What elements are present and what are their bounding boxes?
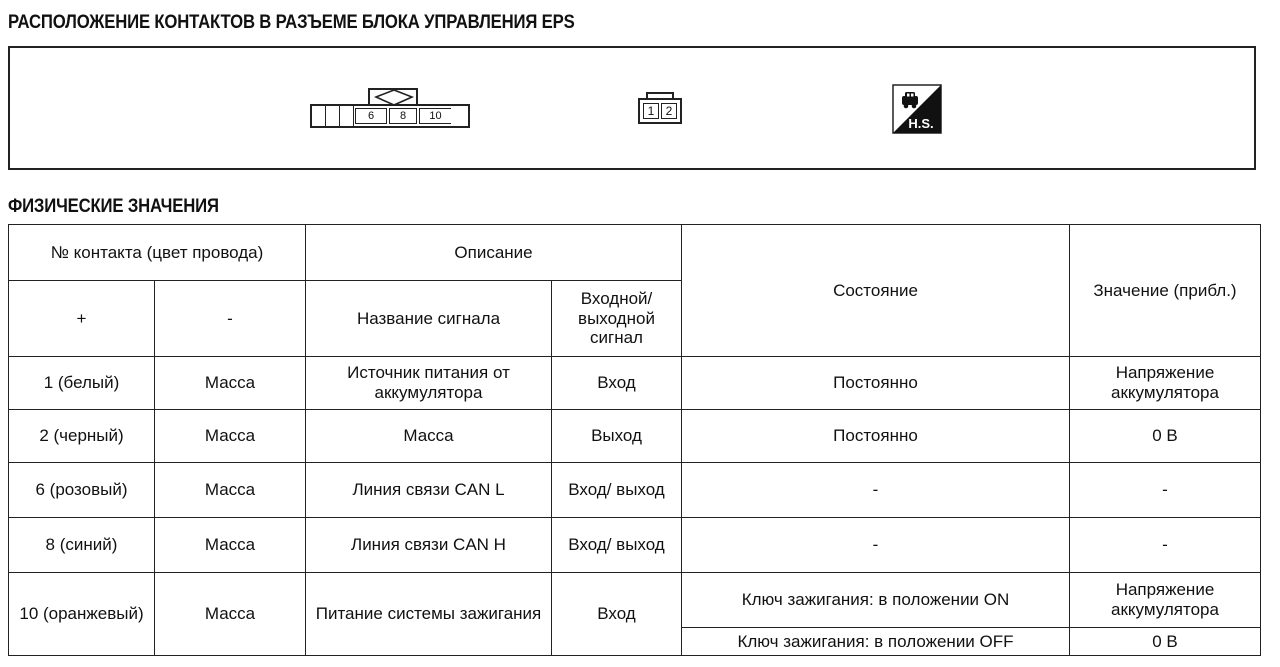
cell-minus: Масса xyxy=(155,573,306,656)
pin-cell-10: 10 xyxy=(419,108,451,124)
cell-plus: 8 (синий) xyxy=(9,518,155,573)
cell-value-on: Напряжение аккумулятора xyxy=(1070,573,1261,628)
cell-plus: 1 (белый) xyxy=(9,357,155,410)
cell-minus: Масса xyxy=(155,518,306,573)
header-plus: + xyxy=(9,281,155,357)
pin-cell-6: 6 xyxy=(355,108,387,124)
table-row xyxy=(9,573,1261,628)
page-title: РАСПОЛОЖЕНИЕ КОНТАКТОВ В РАЗЪЕМЕ БЛОКА УПРАВЛЕНИЯ EPS xyxy=(8,12,575,33)
header-signal-name: Название сигнала xyxy=(306,281,552,357)
cell-condition: Постоянно xyxy=(682,410,1070,463)
cell-io: Вход xyxy=(552,573,682,656)
table-row xyxy=(9,357,1261,410)
cell-io: Вход/ выход xyxy=(552,463,682,518)
header-minus: - xyxy=(155,281,306,357)
cell-minus: Масса xyxy=(155,410,306,463)
cell-signal-name: Питание системы зажигания xyxy=(306,573,552,656)
harness-side-icon xyxy=(892,84,942,134)
cell-value: - xyxy=(1070,463,1261,518)
header-condition: Состояние xyxy=(682,225,1070,357)
header-contact: № контакта (цвет провода) xyxy=(9,225,306,281)
cell-condition: Постоянно xyxy=(682,357,1070,410)
cell-plus: 6 (розовый) xyxy=(9,463,155,518)
table-row xyxy=(9,518,1261,573)
header-value: Значение (прибл.) xyxy=(1070,225,1261,357)
cell-value: - xyxy=(1070,518,1261,573)
cell-signal-name: Источник питания от аккумулятора xyxy=(306,357,552,410)
table-row xyxy=(9,463,1261,518)
cell-minus: Масса xyxy=(155,357,306,410)
cell-signal-name: Линия связи CAN H xyxy=(306,518,552,573)
eps-connector-main xyxy=(310,88,470,128)
cell-minus: Масса xyxy=(155,463,306,518)
physical-values-table xyxy=(8,224,1261,656)
pin-cell xyxy=(326,106,340,126)
connector-pin-row xyxy=(638,98,682,124)
cell-condition: - xyxy=(682,463,1070,518)
connector-diagram-panel xyxy=(8,46,1256,170)
pin-cell xyxy=(312,106,326,126)
cell-plus: 2 (черный) xyxy=(9,410,155,463)
cell-io: Вход/ выход xyxy=(552,518,682,573)
cell-value: Напряжение аккумулятора xyxy=(1070,357,1261,410)
pin-cell xyxy=(340,106,354,126)
cell-condition-on: Ключ зажигания: в положении ON xyxy=(682,573,1070,628)
hs-label: H.S. xyxy=(908,116,934,131)
header-description: Описание xyxy=(306,225,682,281)
cell-io: Вход xyxy=(552,357,682,410)
pin-cell-8: 8 xyxy=(389,108,417,124)
pin-cell-1: 1 xyxy=(643,103,659,119)
table-header-row xyxy=(9,225,1261,281)
cell-signal-name: Масса xyxy=(306,410,552,463)
cell-condition-off: Ключ зажигания: в положении OFF xyxy=(682,628,1070,656)
cell-io: Выход xyxy=(552,410,682,463)
eps-connector-secondary xyxy=(638,92,682,128)
header-io: Входной/ выходной сигнал xyxy=(552,281,682,357)
section-title: ФИЗИЧЕСКИЕ ЗНАЧЕНИЯ xyxy=(8,196,219,217)
cell-value: 0 В xyxy=(1070,410,1261,463)
connector-pin-row xyxy=(310,104,470,128)
cell-value-off: 0 В xyxy=(1070,628,1261,656)
cell-plus: 10 (оранжевый) xyxy=(9,573,155,656)
cell-condition: - xyxy=(682,518,1070,573)
cell-signal-name: Линия связи CAN L xyxy=(306,463,552,518)
table-row xyxy=(9,410,1261,463)
pin-cell-2: 2 xyxy=(661,103,677,119)
